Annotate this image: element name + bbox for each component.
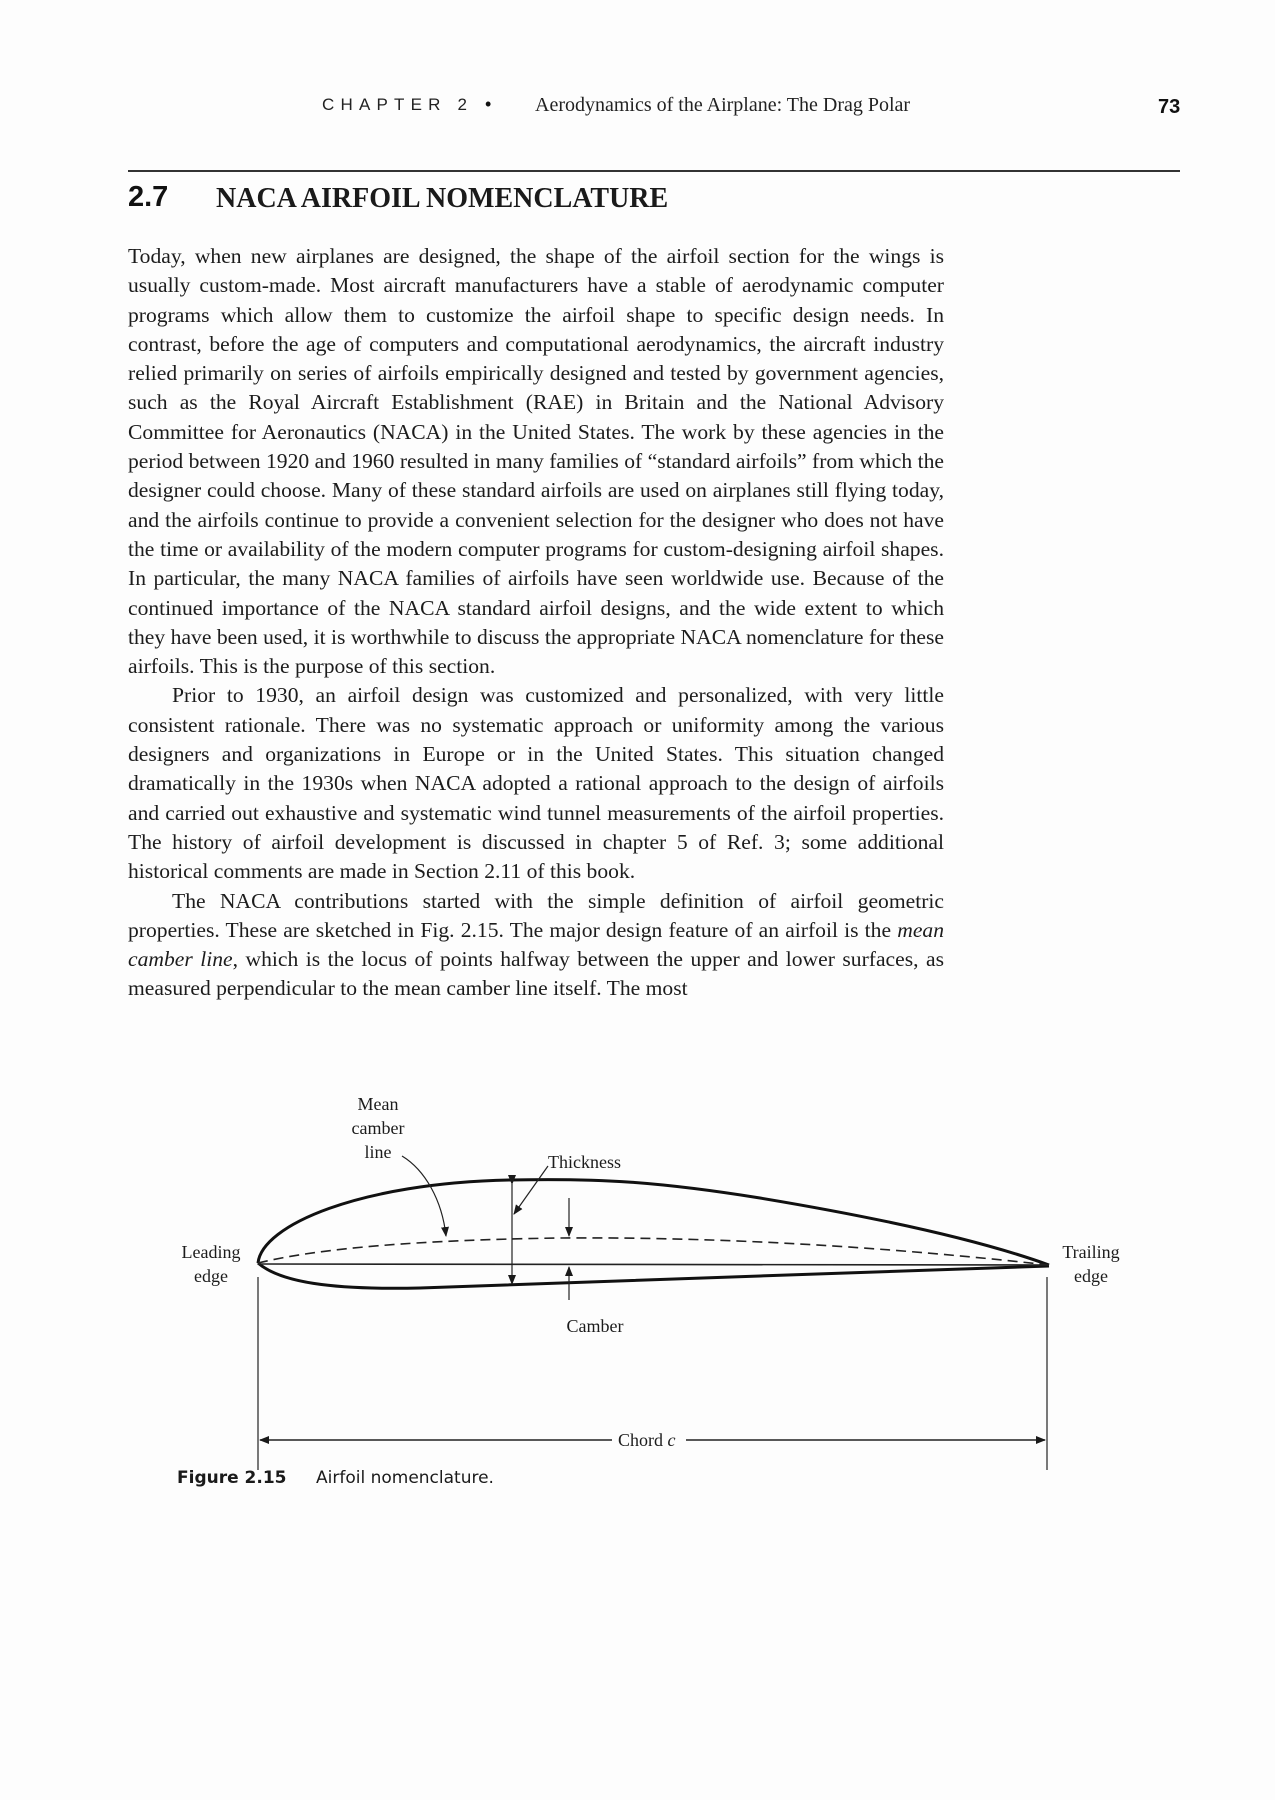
paragraph-3-text-after: , which is the locus of points halfway between the upper and lower surfaces, as measured perpendicular to the mean camber line itself. The most (128, 947, 944, 1001)
term-mean-camber-line: mean camber line (128, 917, 944, 972)
label-trailing-edge: edge (1074, 1266, 1108, 1286)
section-number: 2.7 (128, 181, 169, 213)
label-trailing: Trailing (1062, 1242, 1120, 1262)
figure-caption-text: Airfoil nomenclature. (316, 1468, 494, 1488)
label-line: line (364, 1142, 392, 1162)
label-chord (618, 1430, 676, 1450)
label-chord-word: Chord (618, 1430, 663, 1450)
page-number: 73 (1158, 96, 1181, 118)
section-title: NACA AIRFOIL NOMENCLATURE (216, 183, 669, 214)
label-chord-symbol: c (667, 1430, 676, 1450)
mean-camber-leader (402, 1156, 446, 1236)
chord-line (258, 1264, 1049, 1265)
label-camber: Camber (566, 1316, 624, 1336)
mean-camber-line (258, 1238, 1049, 1265)
paragraph-3-text-before: The NACA contributions started with the simple definition of airfoil geometric properties. These are sketched in Fig. 2.15. The major design feature of an airfoil is the (128, 888, 944, 942)
thickness-leader (514, 1166, 548, 1214)
label-mean: Mean (357, 1094, 399, 1114)
running-head-chapter: CHAPTER 2 (322, 95, 474, 114)
label-camber-word: camber (351, 1118, 405, 1138)
airfoil-upper-surface (258, 1180, 1049, 1265)
airfoil-lower-surface (258, 1263, 1049, 1288)
label-leading-edge: edge (194, 1266, 228, 1286)
running-head-title: Aerodynamics of the Airplane: The Drag Polar (535, 94, 911, 116)
running-head-bullet: • (485, 94, 492, 114)
figure-caption-number: Figure 2.15 (177, 1468, 287, 1488)
paragraph-2: Prior to 1930, an airfoil design was customized and personalized, with very little consistent rationale. There was no systematic approach or uniformity among the various designers and organizations in Europe or in the United States. This situation changed dramatically in the 1930s when NACA adopted a rational approach to the design of airfoils and carried out exhaustive and systematic wind tunnel measurements of the airfoil properties. The history of airfoil development is discussed in chapter 5 of Ref. 3; some additional historical comments are made in Section 2.11 of this book. (128, 683, 944, 884)
label-leading: Leading (181, 1242, 241, 1262)
label-thickness: Thickness (548, 1152, 621, 1172)
paragraph-1: Today, when new airplanes are designed, the shape of the airfoil section for the wings is usually custom-made. Most aircraft manufacturers have a stable of aerodynamic computer programs which allow them to customize the airfoil shape to specific design needs. In contrast, before the age of computers and computational aerodynamics, the aircraft industry relied primarily on series of airfoils empirically designed and tested by government agencies, such as the Royal Aircraft Establishment (RAE) in Britain and the National Advisory Committee for Aeronautics (NACA) in the United States. The work by these agencies in the period between 1920 and 1960 resulted in many families of “standard airfoils” from which the designer could choose. Many of these standard airfoils are used on airplanes still flying today, and the airfoils continue to provide a convenient selection for the designer who does not have the time or availability of the modern computer programs for custom-designing airfoil shapes. In particular, the many NACA families of airfoils have seen worldwide use. Because of the continued importance of the NACA standard airfoil designs, and the wide extent to which they have been used, it is worthwhile to discuss the appropriate NACA nomenclature for these airfoils. This is the purpose of this section. (128, 244, 944, 679)
